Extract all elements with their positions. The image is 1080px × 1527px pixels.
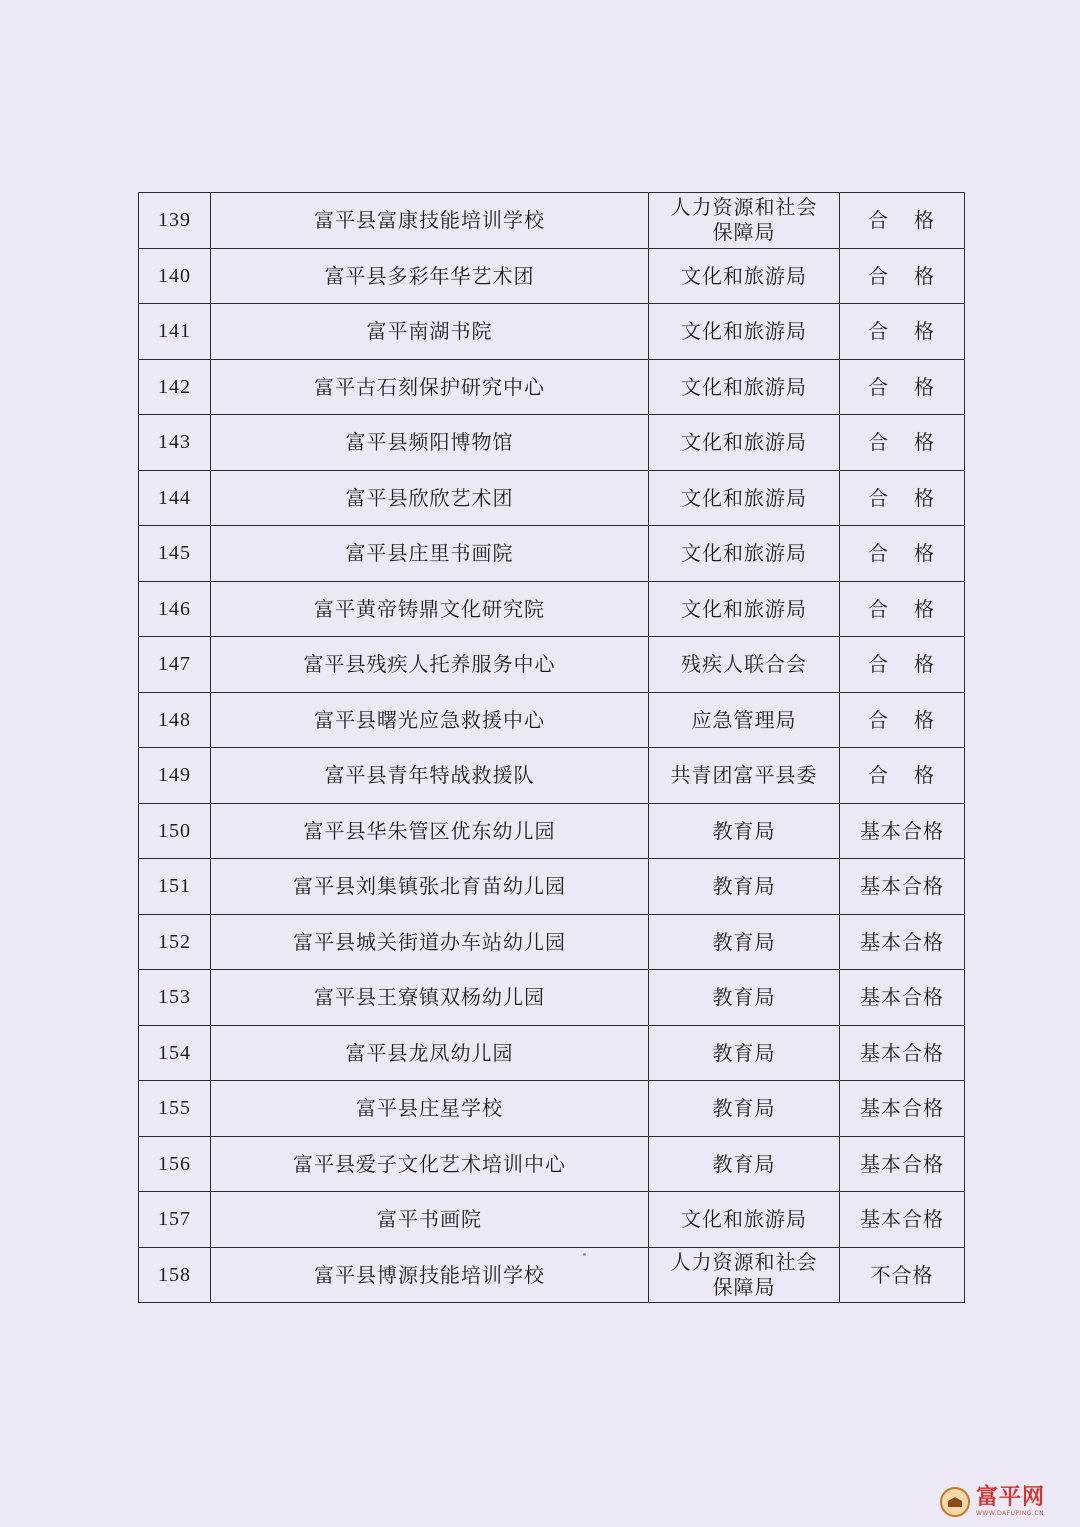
- table-row: [139, 803, 965, 859]
- supervising-department: [649, 914, 840, 970]
- organization-name: 富平县庄里书画院: [211, 526, 649, 582]
- department-line: 文化和旅游局: [681, 263, 807, 288]
- supervising-department: [649, 1247, 840, 1303]
- table-row: [139, 248, 965, 304]
- table-row: [139, 914, 965, 970]
- organization-name: 富平县残疾人托养服务中心: [211, 637, 649, 693]
- table-row: [139, 748, 965, 804]
- department-line: 文化和旅游局: [681, 430, 807, 455]
- department-line: 人力资源和社会: [670, 195, 818, 220]
- department-line: 教育局: [712, 1040, 776, 1065]
- supervising-department: [649, 803, 840, 859]
- evaluation-result: 基本合格: [840, 970, 965, 1026]
- department-line: 文化和旅游局: [681, 485, 807, 510]
- row-number: 152: [139, 914, 211, 970]
- row-number: 148: [139, 692, 211, 748]
- row-number: 145: [139, 526, 211, 582]
- table-row: [139, 1247, 965, 1303]
- department-line: 共青团富平县委: [670, 763, 818, 788]
- department-line: 文化和旅游局: [681, 319, 807, 344]
- row-number: 158: [139, 1247, 211, 1303]
- organization-name: 富平县富康技能培训学校: [211, 193, 649, 249]
- row-number: 149: [139, 748, 211, 804]
- row-number: 151: [139, 859, 211, 915]
- evaluation-result: 基本合格: [840, 803, 965, 859]
- table-row: [139, 359, 965, 415]
- organization-name: 富平县王寮镇双杨幼儿园: [211, 970, 649, 1026]
- evaluation-result: 合格: [840, 526, 965, 582]
- supervising-department: [649, 637, 840, 693]
- row-number: 140: [139, 248, 211, 304]
- department-line: 文化和旅游局: [681, 541, 807, 566]
- table-row: [139, 470, 965, 526]
- table-row: [139, 637, 965, 693]
- supervising-department: [649, 1025, 840, 1081]
- row-number: 156: [139, 1136, 211, 1192]
- department-line: 教育局: [712, 1096, 776, 1121]
- department-line: 文化和旅游局: [681, 374, 807, 399]
- row-number: 141: [139, 304, 211, 360]
- watermark-site-url: WWW.DAFUPING.CN: [976, 1510, 1045, 1517]
- evaluation-result: 合格: [840, 692, 965, 748]
- row-number: 157: [139, 1192, 211, 1248]
- supervising-department: [649, 970, 840, 1026]
- department-line: 教育局: [712, 1151, 776, 1176]
- department-line: 文化和旅游局: [681, 596, 807, 621]
- scan-speck: [583, 1253, 586, 1256]
- organization-name: 富平书画院: [211, 1192, 649, 1248]
- evaluation-results-table: [138, 192, 965, 1303]
- department-line: 残疾人联合会: [681, 652, 807, 677]
- row-number: 150: [139, 803, 211, 859]
- organization-name: 富平县刘集镇张北育苗幼儿园: [211, 859, 649, 915]
- organization-name: 富平县华朱管区优东幼儿园: [211, 803, 649, 859]
- organization-name: 富平黄帝铸鼎文化研究院: [211, 581, 649, 637]
- department-line: 教育局: [712, 985, 776, 1010]
- department-line: 教育局: [712, 874, 776, 899]
- row-number: 143: [139, 415, 211, 471]
- evaluation-result: 合格: [840, 637, 965, 693]
- row-number: 153: [139, 970, 211, 1026]
- evaluation-result: 基本合格: [840, 1081, 965, 1137]
- supervising-department: [649, 748, 840, 804]
- supervising-department: [649, 1136, 840, 1192]
- row-number: 144: [139, 470, 211, 526]
- organization-name: 富平古石刻保护研究中心: [211, 359, 649, 415]
- row-number: 142: [139, 359, 211, 415]
- department-line: 教育局: [712, 818, 776, 843]
- table-row: [139, 1192, 965, 1248]
- organization-name: 富平县龙凤幼儿园: [211, 1025, 649, 1081]
- organization-name: 富平县博源技能培训学校: [211, 1247, 649, 1303]
- table-row: [139, 692, 965, 748]
- supervising-department: [649, 304, 840, 360]
- supervising-department: [649, 359, 840, 415]
- evaluation-result: 合格: [840, 470, 965, 526]
- supervising-department: [649, 193, 840, 249]
- table-row: [139, 1081, 965, 1137]
- watermark-site-name: 富平网: [976, 1485, 1046, 1510]
- table-row: [139, 1025, 965, 1081]
- supervising-department: [649, 1081, 840, 1137]
- organization-name: 富平县城关街道办车站幼儿园: [211, 914, 649, 970]
- supervising-department: [649, 248, 840, 304]
- row-number: 139: [139, 193, 211, 249]
- department-line: 保障局: [712, 220, 776, 245]
- organization-name: 富平县多彩年华艺术团: [211, 248, 649, 304]
- row-number: 147: [139, 637, 211, 693]
- organization-name: 富平县频阳博物馆: [211, 415, 649, 471]
- department-line: 人力资源和社会: [670, 1249, 818, 1274]
- department-line: 教育局: [712, 929, 776, 954]
- department-line: 应急管理局: [691, 707, 797, 732]
- site-watermark-logo: [940, 1485, 1072, 1519]
- supervising-department: [649, 581, 840, 637]
- department-line: 保障局: [712, 1274, 776, 1299]
- watermark-text: [976, 1487, 1045, 1517]
- supervising-department: [649, 415, 840, 471]
- evaluation-result: 基本合格: [840, 1025, 965, 1081]
- evaluation-result: 合格: [840, 581, 965, 637]
- row-number: 155: [139, 1081, 211, 1137]
- evaluation-result: 基本合格: [840, 859, 965, 915]
- row-number: 146: [139, 581, 211, 637]
- row-number: 154: [139, 1025, 211, 1081]
- evaluation-result: 不合格: [840, 1247, 965, 1303]
- table-row: [139, 581, 965, 637]
- table-row: [139, 1136, 965, 1192]
- table-body: [139, 193, 965, 1303]
- evaluation-result: 合格: [840, 193, 965, 249]
- evaluation-result: 合格: [840, 359, 965, 415]
- table-row: [139, 193, 965, 249]
- table-row: [139, 526, 965, 582]
- evaluation-result: 合格: [840, 248, 965, 304]
- evaluation-result: 合格: [840, 415, 965, 471]
- organization-name: 富平县庄星学校: [211, 1081, 649, 1137]
- supervising-department: [649, 859, 840, 915]
- evaluation-result: 合格: [840, 748, 965, 804]
- evaluation-result: 基本合格: [840, 914, 965, 970]
- table-row: [139, 304, 965, 360]
- department-line: 文化和旅游局: [681, 1207, 807, 1232]
- organization-name: 富平县欣欣艺术团: [211, 470, 649, 526]
- organization-name: 富平县爱子文化艺术培训中心: [211, 1136, 649, 1192]
- evaluation-result: 基本合格: [840, 1136, 965, 1192]
- table-row: [139, 970, 965, 1026]
- organization-name: 富平县青年特战救援队: [211, 748, 649, 804]
- supervising-department: [649, 526, 840, 582]
- table-row: [139, 859, 965, 915]
- evaluation-result: 合格: [840, 304, 965, 360]
- city-gate-icon: [940, 1487, 970, 1517]
- organization-name: 富平南湖书院: [211, 304, 649, 360]
- supervising-department: [649, 1192, 840, 1248]
- table-row: [139, 415, 965, 471]
- organization-name: 富平县曙光应急救援中心: [211, 692, 649, 748]
- supervising-department: [649, 470, 840, 526]
- evaluation-result: 基本合格: [840, 1192, 965, 1248]
- supervising-department: [649, 692, 840, 748]
